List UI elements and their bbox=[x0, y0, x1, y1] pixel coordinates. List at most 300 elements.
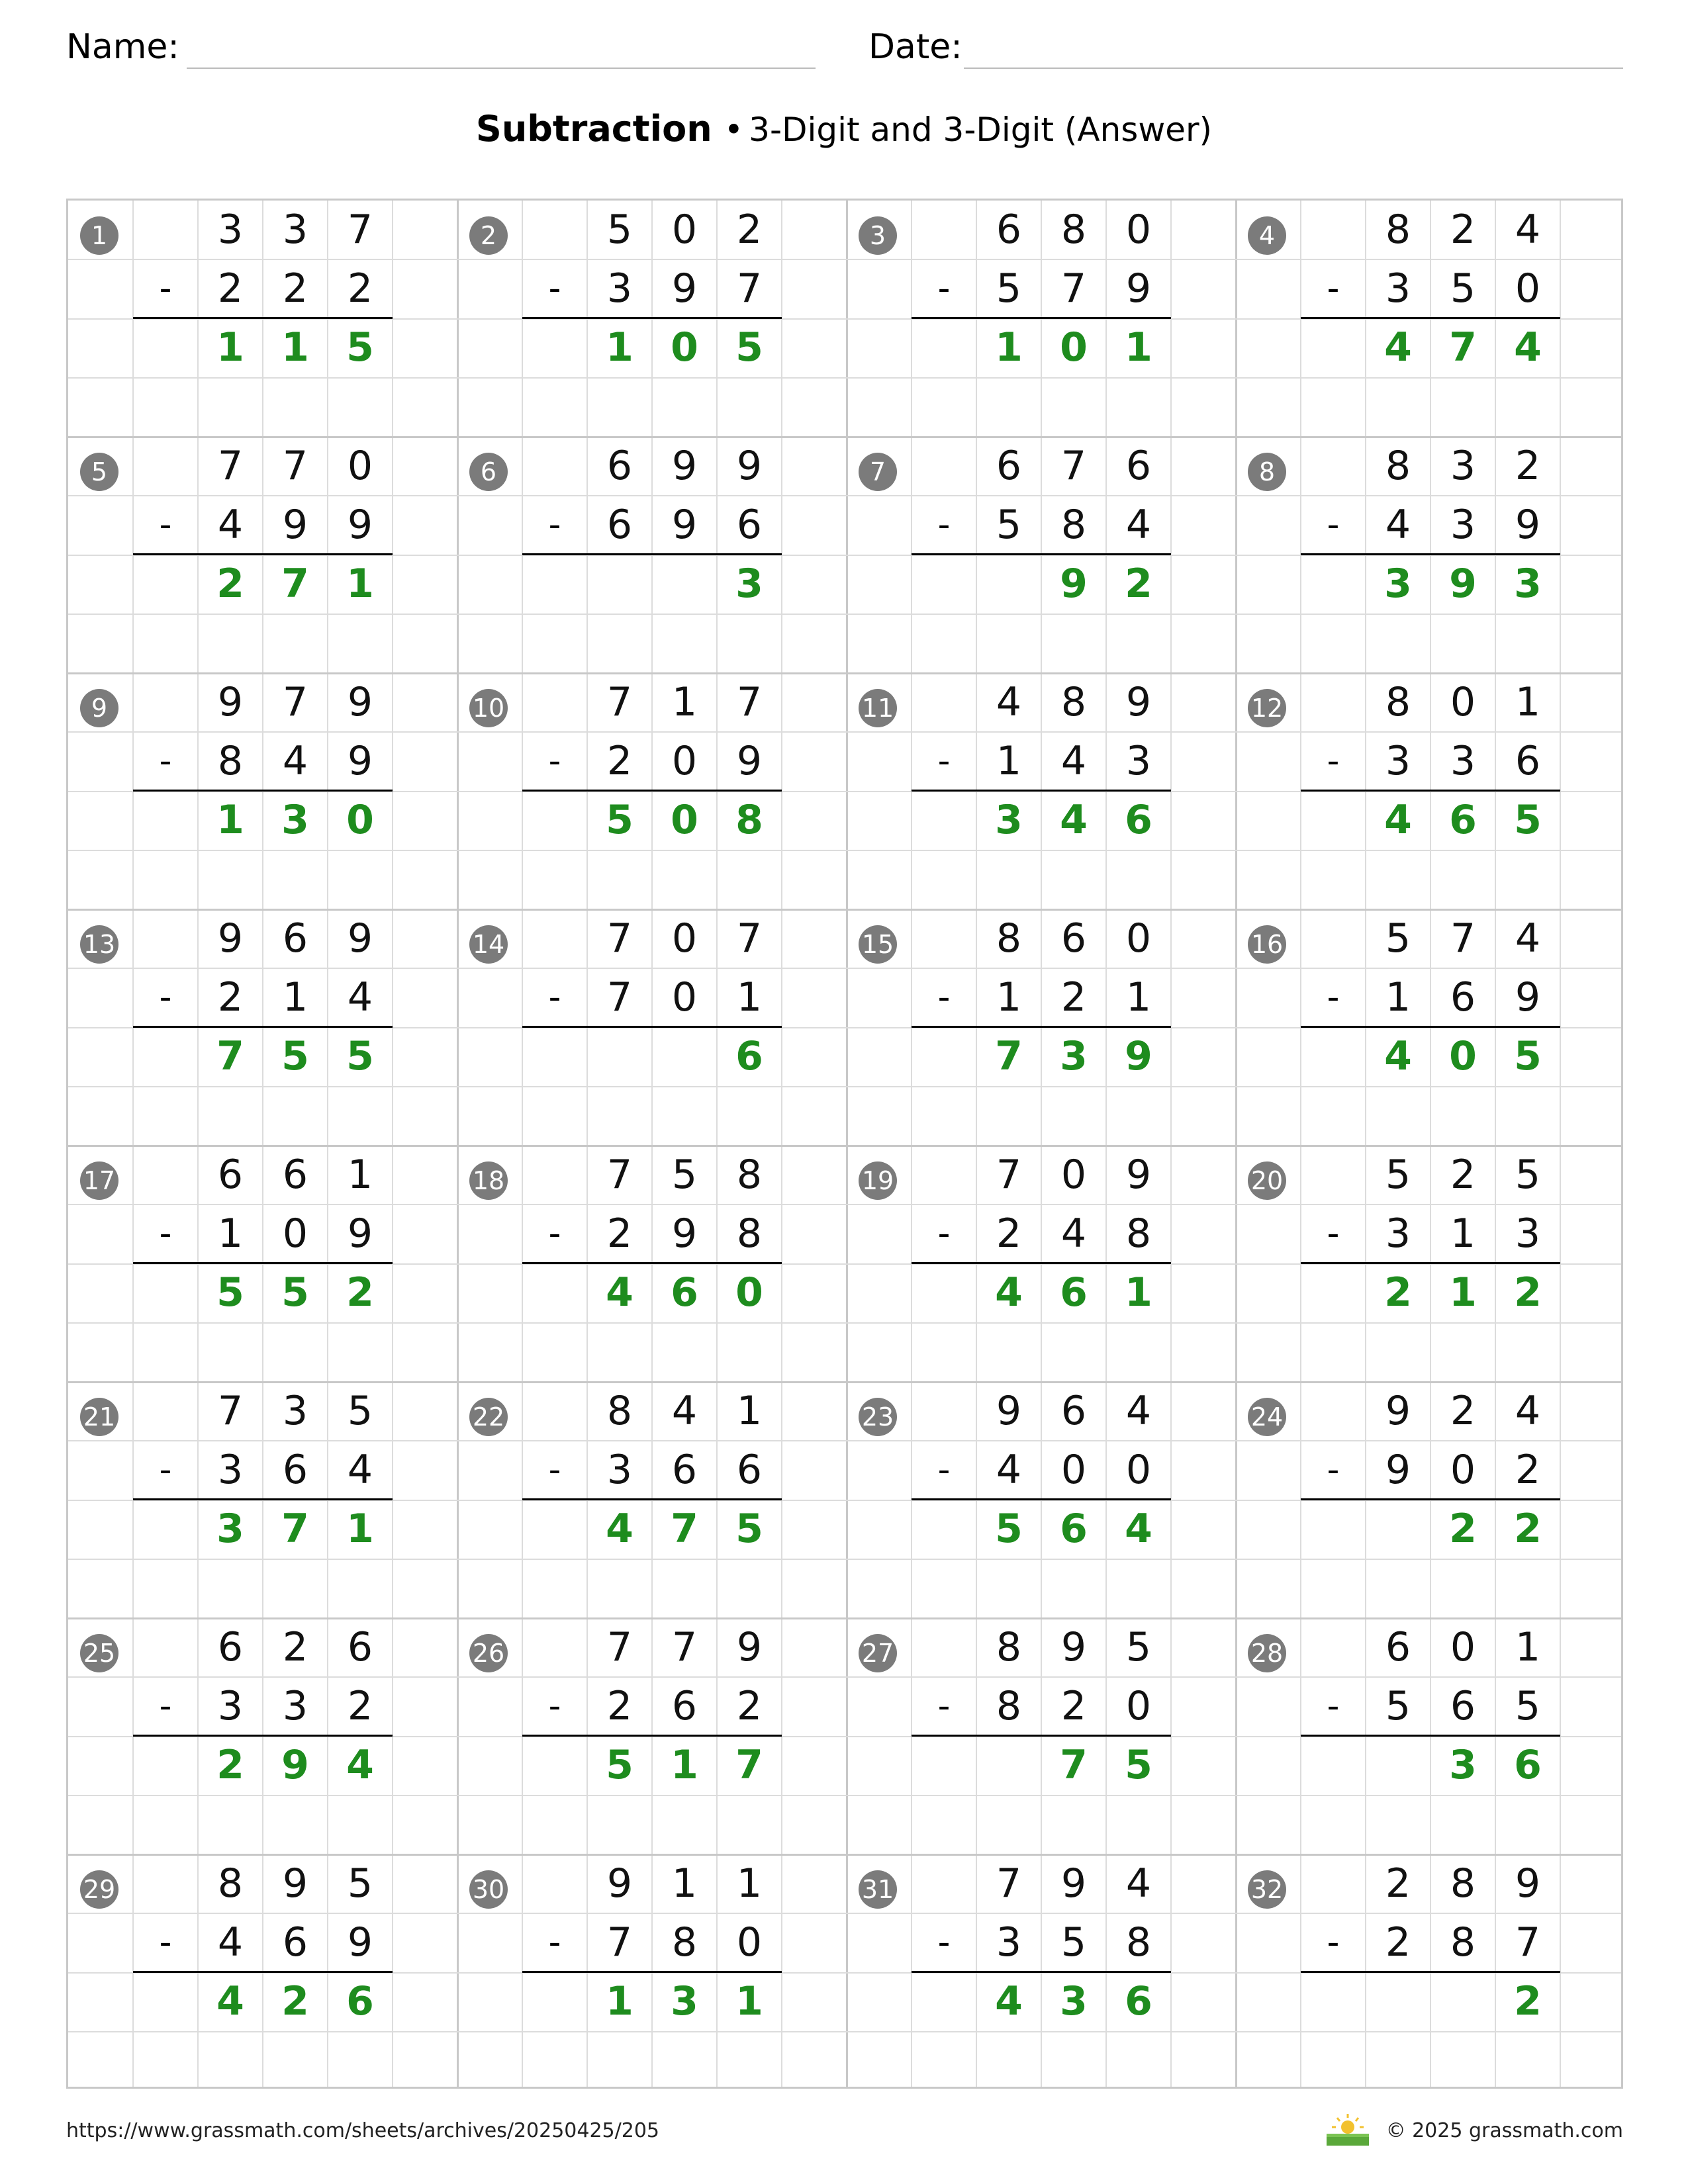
subtrahend-digit: 2 bbox=[1515, 1447, 1541, 1493]
minuend-digit: 9 bbox=[736, 1624, 763, 1670]
answer-rule-line bbox=[912, 317, 1171, 319]
subtrahend-digit: 3 bbox=[1385, 1210, 1411, 1257]
problem-30 bbox=[457, 1854, 847, 2089]
answer-digit: 4 bbox=[1384, 324, 1412, 371]
answer-digit: 6 bbox=[1125, 797, 1152, 843]
minuend-digit: 9 bbox=[1125, 679, 1152, 725]
answer-digit: 5 bbox=[606, 1742, 633, 1788]
answer-digit: 3 bbox=[281, 797, 309, 843]
problem-27 bbox=[847, 1618, 1236, 1854]
minus-sign: - bbox=[159, 505, 172, 545]
answer-digit: 5 bbox=[735, 324, 763, 371]
problem-number-badge: 17 bbox=[80, 1161, 118, 1200]
problem-4 bbox=[1236, 201, 1623, 437]
subtrahend-digit: 3 bbox=[1385, 265, 1411, 312]
answer-digit: 2 bbox=[1514, 1506, 1542, 1552]
minus-sign: - bbox=[1327, 741, 1340, 781]
problem-number-badge: 16 bbox=[1248, 925, 1286, 964]
minuend-digit: 8 bbox=[1060, 679, 1087, 725]
minuend-digit: 8 bbox=[1060, 206, 1087, 253]
problem-18 bbox=[457, 1146, 847, 1382]
minuend-digit: 4 bbox=[671, 1388, 698, 1434]
minuend-digit: 4 bbox=[996, 679, 1022, 725]
answer-rule-line bbox=[522, 790, 782, 792]
subtrahend-digit: 6 bbox=[606, 502, 633, 548]
answer-digit: 0 bbox=[1449, 1033, 1477, 1079]
name-field-line[interactable] bbox=[187, 68, 816, 69]
answer-digit: 1 bbox=[346, 561, 374, 607]
title-separator: • bbox=[724, 111, 744, 149]
minus-sign: - bbox=[548, 1450, 561, 1490]
minuend-digit: 0 bbox=[671, 206, 698, 253]
answer-digit: 4 bbox=[346, 1742, 374, 1788]
minus-sign: - bbox=[159, 269, 172, 308]
minus-sign: - bbox=[159, 1450, 172, 1490]
minuend-digit: 4 bbox=[1515, 915, 1541, 962]
answer-digit: 0 bbox=[1060, 324, 1088, 371]
minuend-digit: 9 bbox=[347, 679, 373, 725]
minuend-digit: 4 bbox=[1515, 206, 1541, 253]
minus-sign: - bbox=[548, 505, 561, 545]
answer-rule-line bbox=[1301, 1498, 1560, 1500]
problem-25 bbox=[68, 1618, 457, 1854]
minus-sign: - bbox=[937, 978, 951, 1017]
minuend-digit: 8 bbox=[1450, 1860, 1476, 1907]
subtrahend-digit: 0 bbox=[1515, 265, 1541, 312]
problem-number-badge: 11 bbox=[859, 689, 897, 727]
minuend-digit: 2 bbox=[1450, 1388, 1476, 1434]
subtrahend-digit: 9 bbox=[347, 1210, 373, 1257]
problem-number-badge: 10 bbox=[469, 689, 508, 727]
answer-digit: 0 bbox=[735, 1269, 763, 1316]
answer-rule-line bbox=[133, 553, 393, 555]
problem-14 bbox=[457, 909, 847, 1146]
subtrahend-digit: 9 bbox=[671, 1210, 698, 1257]
subtrahend-digit: 4 bbox=[217, 1919, 244, 1966]
subtrahend-digit: 9 bbox=[1385, 1447, 1411, 1493]
answer-rule-line bbox=[912, 790, 1171, 792]
problem-13 bbox=[68, 909, 457, 1146]
minuend-digit: 1 bbox=[671, 679, 698, 725]
subtrahend-digit: 4 bbox=[347, 974, 373, 1021]
answer-digit: 1 bbox=[1125, 1269, 1152, 1316]
subtrahend-digit: 8 bbox=[1125, 1919, 1152, 1966]
subtrahend-digit: 2 bbox=[1385, 1919, 1411, 1966]
answer-rule-line bbox=[1301, 1262, 1560, 1264]
minuend-digit: 9 bbox=[1515, 1860, 1541, 1907]
answer-digit: 9 bbox=[1060, 561, 1088, 607]
problem-number-badge: 4 bbox=[1248, 216, 1286, 255]
problem-9 bbox=[68, 673, 457, 909]
answer-digit: 4 bbox=[1384, 797, 1412, 843]
subtrahend-digit: 2 bbox=[217, 974, 244, 1021]
minuend-digit: 9 bbox=[736, 443, 763, 489]
subtrahend-digit: 3 bbox=[1385, 738, 1411, 784]
minuend-digit: 9 bbox=[996, 1388, 1022, 1434]
minuend-digit: 1 bbox=[1515, 679, 1541, 725]
answer-rule-line bbox=[133, 1262, 393, 1264]
answer-digit: 9 bbox=[1449, 561, 1477, 607]
subtrahend-digit: 4 bbox=[1060, 738, 1087, 784]
subtrahend-digit: 5 bbox=[1060, 1919, 1087, 1966]
answer-digit: 7 bbox=[281, 1506, 309, 1552]
answer-digit: 9 bbox=[281, 1742, 309, 1788]
problem-3 bbox=[847, 201, 1236, 437]
subtrahend-digit: 9 bbox=[1515, 502, 1541, 548]
minuend-digit: 7 bbox=[996, 1860, 1022, 1907]
minuend-digit: 7 bbox=[606, 679, 633, 725]
minuend-digit: 9 bbox=[1125, 1152, 1152, 1198]
problem-number-badge: 7 bbox=[859, 453, 897, 491]
minuend-digit: 4 bbox=[1515, 1388, 1541, 1434]
answer-digit: 6 bbox=[1060, 1506, 1088, 1552]
minuend-digit: 6 bbox=[217, 1624, 244, 1670]
problem-23 bbox=[847, 1382, 1236, 1618]
answer-digit: 1 bbox=[346, 1506, 374, 1552]
problem-number-badge: 1 bbox=[80, 216, 118, 255]
minuend-digit: 2 bbox=[1450, 1152, 1476, 1198]
subtrahend-digit: 2 bbox=[606, 1210, 633, 1257]
minuend-digit: 1 bbox=[671, 1860, 698, 1907]
answer-rule-line bbox=[133, 1026, 393, 1028]
subtrahend-digit: 4 bbox=[347, 1447, 373, 1493]
date-field-line[interactable] bbox=[964, 68, 1623, 69]
problem-number-badge: 27 bbox=[859, 1634, 897, 1672]
problem-number-badge: 18 bbox=[469, 1161, 508, 1200]
answer-digit bbox=[1430, 1972, 1495, 2031]
problem-29 bbox=[68, 1854, 457, 2089]
minuend-digit: 7 bbox=[736, 915, 763, 962]
answer-digit: 1 bbox=[1125, 324, 1152, 371]
minuend-digit: 6 bbox=[217, 1152, 244, 1198]
subtrahend-digit: 6 bbox=[671, 1447, 698, 1493]
subtrahend-digit: 1 bbox=[736, 974, 763, 1021]
answer-rule-line bbox=[1301, 553, 1560, 555]
subtrahend-digit: 1 bbox=[1385, 974, 1411, 1021]
worksheet-title bbox=[0, 106, 1688, 153]
problem-31 bbox=[847, 1854, 1236, 2089]
minuend-digit: 8 bbox=[1385, 206, 1411, 253]
subtrahend-digit: 2 bbox=[282, 265, 308, 312]
minuend-digit: 7 bbox=[606, 1624, 633, 1670]
minus-sign: - bbox=[1327, 1450, 1340, 1490]
subtrahend-digit: 8 bbox=[1450, 1919, 1476, 1966]
subtrahend-digit: 5 bbox=[996, 265, 1022, 312]
answer-digit: 1 bbox=[216, 324, 244, 371]
answer-rule-line bbox=[522, 553, 782, 555]
problem-17 bbox=[68, 1146, 457, 1382]
minus-sign: - bbox=[1327, 978, 1340, 1017]
answer-rule-line bbox=[133, 1498, 393, 1500]
title-main: Subtraction bbox=[475, 108, 712, 150]
minuend-digit: 7 bbox=[671, 1624, 698, 1670]
problem-19 bbox=[847, 1146, 1236, 1382]
answer-digit: 5 bbox=[281, 1269, 309, 1316]
minuend-digit: 7 bbox=[1060, 443, 1087, 489]
minuend-digit: 7 bbox=[996, 1152, 1022, 1198]
minuend-digit: 9 bbox=[217, 915, 244, 962]
subtrahend-digit: 8 bbox=[736, 1210, 763, 1257]
problem-number-badge: 13 bbox=[80, 925, 118, 964]
problem-7 bbox=[847, 437, 1236, 673]
answer-digit: 2 bbox=[1514, 1269, 1542, 1316]
subtrahend-digit: 0 bbox=[282, 1210, 308, 1257]
subtrahend-digit: 6 bbox=[736, 502, 763, 548]
subtrahend-digit: 8 bbox=[1060, 502, 1087, 548]
answer-digit bbox=[1366, 1500, 1430, 1559]
subtrahend-digit: 9 bbox=[282, 502, 308, 548]
subtrahend-digit: 9 bbox=[671, 265, 698, 312]
answer-digit bbox=[587, 1027, 652, 1086]
subtrahend-digit: 4 bbox=[996, 1447, 1022, 1493]
answer-digit bbox=[976, 555, 1041, 614]
problem-number-badge: 20 bbox=[1248, 1161, 1286, 1200]
minuend-digit: 9 bbox=[1060, 1860, 1087, 1907]
minuend-digit: 8 bbox=[736, 1152, 763, 1198]
minuend-digit: 5 bbox=[347, 1388, 373, 1434]
subtrahend-digit: 4 bbox=[1060, 1210, 1087, 1257]
subtrahend-digit: 6 bbox=[1450, 1683, 1476, 1729]
subtrahend-digit: 2 bbox=[606, 738, 633, 784]
answer-digit: 3 bbox=[216, 1506, 244, 1552]
minus-sign: - bbox=[1327, 1686, 1340, 1726]
minuend-digit: 8 bbox=[996, 1624, 1022, 1670]
problem-28 bbox=[1236, 1618, 1623, 1854]
minuend-digit: 6 bbox=[1125, 443, 1152, 489]
subtrahend-digit: 3 bbox=[282, 1683, 308, 1729]
problem-number-badge: 15 bbox=[859, 925, 897, 964]
minus-sign: - bbox=[159, 1686, 172, 1726]
problem-6 bbox=[457, 437, 847, 673]
subtrahend-digit: 1 bbox=[996, 974, 1022, 1021]
answer-digit: 3 bbox=[995, 797, 1023, 843]
problem-11 bbox=[847, 673, 1236, 909]
subtrahend-digit: 8 bbox=[217, 738, 244, 784]
answer-digit: 1 bbox=[216, 797, 244, 843]
problem-number-badge: 21 bbox=[80, 1398, 118, 1436]
minuend-digit: 5 bbox=[1385, 1152, 1411, 1198]
answer-digit: 2 bbox=[281, 1978, 309, 2025]
subtrahend-digit: 8 bbox=[996, 1683, 1022, 1729]
answer-rule-line bbox=[1301, 1735, 1560, 1737]
answer-rule-line bbox=[912, 1026, 1171, 1028]
answer-digit: 5 bbox=[1125, 1742, 1152, 1788]
minuend-digit: 7 bbox=[1450, 915, 1476, 962]
minuend-digit: 9 bbox=[1060, 1624, 1087, 1670]
minuend-digit: 1 bbox=[736, 1860, 763, 1907]
answer-rule-line bbox=[522, 1262, 782, 1264]
minuend-digit: 5 bbox=[1515, 1152, 1541, 1198]
answer-rule-line bbox=[1301, 790, 1560, 792]
minuend-digit: 8 bbox=[606, 1388, 633, 1434]
answer-digit: 5 bbox=[281, 1033, 309, 1079]
subtrahend-digit: 3 bbox=[996, 1919, 1022, 1966]
subtrahend-digit: 6 bbox=[282, 1919, 308, 1966]
answer-rule-line bbox=[522, 1735, 782, 1737]
answer-rule-line bbox=[912, 553, 1171, 555]
answer-digit: 3 bbox=[1384, 561, 1412, 607]
problem-number-badge: 23 bbox=[859, 1398, 897, 1436]
minuend-digit: 0 bbox=[1450, 679, 1476, 725]
answer-digit: 5 bbox=[735, 1506, 763, 1552]
answer-digit: 3 bbox=[735, 561, 763, 607]
footer-copyright: © 2025 grassmath.com bbox=[1385, 2119, 1623, 2142]
footer-url[interactable]: https://www.grassmath.com/sheets/archives/20250425/205 bbox=[66, 2119, 660, 2142]
subtrahend-digit: 6 bbox=[736, 1447, 763, 1493]
answer-digit bbox=[652, 555, 717, 614]
minuend-digit: 7 bbox=[606, 1152, 633, 1198]
subtrahend-digit: 8 bbox=[1125, 1210, 1152, 1257]
minuend-digit: 0 bbox=[347, 443, 373, 489]
answer-digit: 3 bbox=[671, 1978, 698, 2025]
answer-rule-line bbox=[522, 1971, 782, 1973]
minuend-digit: 7 bbox=[606, 915, 633, 962]
answer-digit: 4 bbox=[995, 1269, 1023, 1316]
minus-sign: - bbox=[937, 741, 951, 781]
minus-sign: - bbox=[1327, 505, 1340, 545]
minuend-digit: 6 bbox=[1060, 1388, 1087, 1434]
answer-digit: 7 bbox=[995, 1033, 1023, 1079]
problem-22 bbox=[457, 1382, 847, 1618]
minuend-digit: 2 bbox=[282, 1624, 308, 1670]
minuend-digit: 9 bbox=[1385, 1388, 1411, 1434]
answer-digit: 7 bbox=[281, 561, 309, 607]
subtrahend-digit: 3 bbox=[1450, 502, 1476, 548]
minus-sign: - bbox=[159, 741, 172, 781]
subtrahend-digit: 0 bbox=[736, 1919, 763, 1966]
minus-sign: - bbox=[159, 1923, 172, 1962]
problem-number-badge: 22 bbox=[469, 1398, 508, 1436]
minus-sign: - bbox=[1327, 1923, 1340, 1962]
minus-sign: - bbox=[548, 269, 561, 308]
answer-digit: 6 bbox=[346, 1978, 374, 2025]
problem-32 bbox=[1236, 1854, 1623, 2089]
answer-digit: 1 bbox=[281, 324, 309, 371]
grass-sun-logo-icon bbox=[1324, 2113, 1372, 2147]
minuend-digit: 1 bbox=[347, 1152, 373, 1198]
answer-digit: 6 bbox=[1060, 1269, 1088, 1316]
answer-digit: 4 bbox=[995, 1978, 1023, 2025]
subtrahend-digit: 9 bbox=[347, 738, 373, 784]
problem-2 bbox=[457, 201, 847, 437]
answer-digit: 1 bbox=[606, 324, 633, 371]
problem-number-badge: 9 bbox=[80, 689, 118, 727]
problem-5 bbox=[68, 437, 457, 673]
minus-sign: - bbox=[937, 269, 951, 308]
minuend-digit: 7 bbox=[736, 679, 763, 725]
minuend-digit: 7 bbox=[347, 206, 373, 253]
subtrahend-digit: 7 bbox=[606, 1919, 633, 1966]
answer-rule-line bbox=[522, 317, 782, 319]
answer-digit: 5 bbox=[1514, 797, 1542, 843]
minus-sign: - bbox=[937, 1686, 951, 1726]
answer-digit bbox=[976, 1736, 1041, 1795]
subtrahend-digit: 6 bbox=[1515, 738, 1541, 784]
minus-sign: - bbox=[548, 1923, 561, 1962]
minuend-digit: 4 bbox=[1125, 1388, 1152, 1434]
minus-sign: - bbox=[159, 1214, 172, 1253]
minuend-digit: 8 bbox=[217, 1860, 244, 1907]
minuend-digit: 0 bbox=[1060, 1152, 1087, 1198]
minus-sign: - bbox=[937, 505, 951, 545]
answer-digit: 7 bbox=[1449, 324, 1477, 371]
problem-number-badge: 14 bbox=[469, 925, 508, 964]
problem-number-badge: 29 bbox=[80, 1870, 118, 1909]
worksheet-grid bbox=[66, 199, 1623, 2089]
minuend-digit: 6 bbox=[1385, 1624, 1411, 1670]
answer-digit: 3 bbox=[1449, 1742, 1477, 1788]
subtrahend-digit: 9 bbox=[736, 738, 763, 784]
subtrahend-digit: 6 bbox=[671, 1683, 698, 1729]
minuend-digit: 3 bbox=[282, 1388, 308, 1434]
answer-digit: 9 bbox=[1125, 1033, 1152, 1079]
subtrahend-digit: 5 bbox=[996, 502, 1022, 548]
problem-1 bbox=[68, 201, 457, 437]
problem-number-badge: 28 bbox=[1248, 1634, 1286, 1672]
subtrahend-digit: 2 bbox=[1060, 1683, 1087, 1729]
problem-12 bbox=[1236, 673, 1623, 909]
answer-digit: 6 bbox=[1449, 797, 1477, 843]
subtrahend-digit: 4 bbox=[1125, 502, 1152, 548]
subtrahend-digit: 6 bbox=[282, 1447, 308, 1493]
subtrahend-digit: 2 bbox=[1060, 974, 1087, 1021]
minuend-digit: 8 bbox=[1385, 443, 1411, 489]
minuend-digit: 2 bbox=[1385, 1860, 1411, 1907]
problem-number-badge: 3 bbox=[859, 216, 897, 255]
minuend-digit: 6 bbox=[282, 1152, 308, 1198]
answer-digit: 7 bbox=[671, 1506, 698, 1552]
problem-number-badge: 25 bbox=[80, 1634, 118, 1672]
minuend-digit: 3 bbox=[1450, 443, 1476, 489]
answer-digit: 7 bbox=[1060, 1742, 1088, 1788]
subtrahend-digit: 3 bbox=[217, 1447, 244, 1493]
minuend-digit: 5 bbox=[606, 206, 633, 253]
answer-digit: 1 bbox=[735, 1978, 763, 2025]
problem-number-badge: 26 bbox=[469, 1634, 508, 1672]
subtrahend-digit: 3 bbox=[606, 265, 633, 312]
subtrahend-digit: 1 bbox=[996, 738, 1022, 784]
problem-24 bbox=[1236, 1382, 1623, 1618]
minus-sign: - bbox=[1327, 1214, 1340, 1253]
subtrahend-digit: 1 bbox=[1450, 1210, 1476, 1257]
minuend-digit: 8 bbox=[1385, 679, 1411, 725]
answer-rule-line bbox=[522, 1498, 782, 1500]
subtrahend-digit: 3 bbox=[1450, 738, 1476, 784]
answer-digit: 8 bbox=[735, 797, 763, 843]
answer-digit: 7 bbox=[216, 1033, 244, 1079]
subtrahend-digit: 7 bbox=[736, 265, 763, 312]
answer-digit: 6 bbox=[735, 1033, 763, 1079]
answer-rule-line bbox=[522, 1026, 782, 1028]
minuend-digit: 6 bbox=[347, 1624, 373, 1670]
answer-rule-line bbox=[912, 1262, 1171, 1264]
minuend-digit: 9 bbox=[606, 1860, 633, 1907]
subtrahend-digit: 1 bbox=[282, 974, 308, 1021]
problem-number-badge: 31 bbox=[859, 1870, 897, 1909]
minuend-digit: 9 bbox=[282, 1860, 308, 1907]
minus-sign: - bbox=[937, 1214, 951, 1253]
subtrahend-digit: 2 bbox=[347, 265, 373, 312]
subtrahend-digit: 9 bbox=[1125, 265, 1152, 312]
subtrahend-digit: 0 bbox=[1125, 1683, 1152, 1729]
minuend-digit: 3 bbox=[217, 206, 244, 253]
minuend-digit: 7 bbox=[217, 1388, 244, 1434]
problem-15 bbox=[847, 909, 1236, 1146]
problem-8 bbox=[1236, 437, 1623, 673]
answer-digit: 4 bbox=[1514, 324, 1542, 371]
subtrahend-digit: 9 bbox=[347, 502, 373, 548]
subtrahend-digit: 9 bbox=[347, 1919, 373, 1966]
